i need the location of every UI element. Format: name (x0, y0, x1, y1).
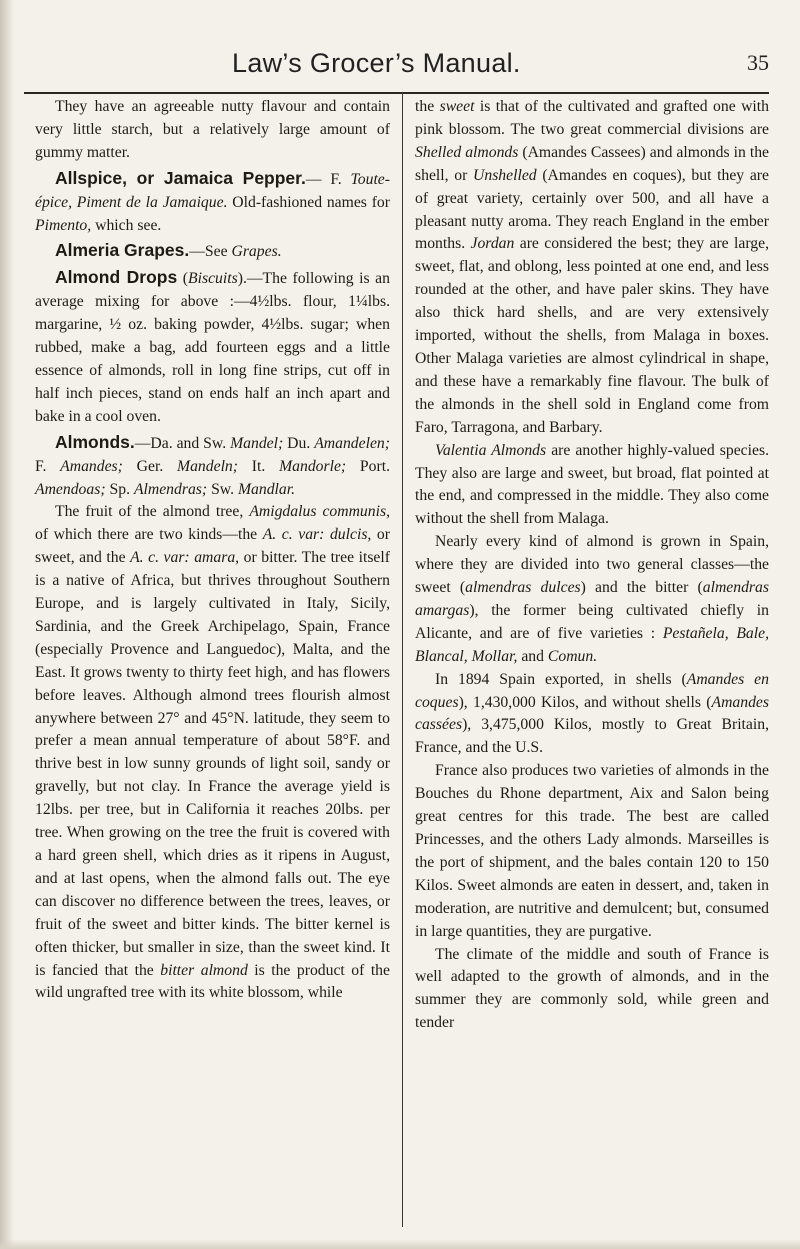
left-column (35, 96, 390, 1005)
entry-allspice: Allspice, or Jamaica Pepper.— F. Toute-épice, Piment de la Jamaique. Old-fashioned names for Pimento, which see. (35, 167, 390, 234)
paragraph-almond-fruit: The fruit of the almond tree, Amigdalus communis, of which there are two kinds—the A. c. var: dulcis, or sweet, and the A. c. var: amara, or bitter. The tree itself is a native of Africa, but thrives throughout Southern Europe, and is largely cultivated in Italy, Sicily, Sardinia, and the Greek Archipelago, Spain, France (especially Provence and Languedoc), Malta, and the East. It grows twenty to thirty feet high, and has flowers before leaves. Although almond trees flourish almost anywhere between 27° and 45°N. latitude, they seem to prefer a mean annual temperature of about 58°F. and thrive best in low sunny grounds of light soil, sandy or gravelly, but not clay. In France the average yield is 12lbs. per tree, but in California it reaches 20lbs. per tree. When growing on the tree the fruit is covered with a hard green shell, which dries as it ripens in August, and at last opens, when the almond falls out. The eye can discover no difference between the trees, leaves, or fruit of the sweet and bitter kinds. The bitter kernel is often thicker, but smaller in size, than the sweet kind. It is fancied that the bitter almond is the product of the wild ungrafted tree with its white blossom, while (35, 503, 390, 1002)
column-divider (402, 92, 403, 1227)
entry-almond-drops: Almond Drops (Biscuits).—The following is an average mixing for above :—4½lbs. flour, 1¼lbs. margarine, ½ oz. baking powder, 4½lbs. sugar; when rubbed, make a bag, add fourteen eggs and a little essence of almonds, roll in long fine strips, cut off in half inch pieces, stand on ends half an inch apart and bake in a cool oven. (35, 267, 390, 425)
entry-heading-almeria-grapes: Almeria Grapes. (55, 240, 190, 261)
right-column (415, 96, 769, 1035)
entry-almeria-grapes: Almeria Grapes.—See Grapes. (55, 240, 282, 261)
page-number: 35 (747, 50, 769, 75)
page-bottom-edge (0, 1239, 800, 1249)
entry-heading-almonds: Almonds. (55, 431, 135, 452)
header-rule (24, 92, 769, 94)
paragraph-france-varieties: France also produces two varieties of almonds in the Bouches du Rhone department, Aix and Salon being great centres for this trade. The best are called Princesses, and the others Lady almonds. Marseilles is the port of shipment, and the bales contain 120 to 150 Kilos. Sweet almonds are eaten in dessert, and, taken in moderation, are nutritive and demulcent; but, consumed in large quantities, they are purgative. (415, 762, 769, 940)
paragraph-gummy-matter: They have an agreeable nutty flavour and contain very little starch, but a relatively large amount of gummy matter. (35, 98, 390, 161)
page-gutter-shadow (0, 0, 14, 1249)
paragraph-sweet-almonds: the sweet is that of the cultivated and grafted one with pink blossom. The two great commercial divisions are Shelled almonds (Amandes Cassees) and almonds in the shell, or Unshelled (Amandes en coques), but they are of great variety, certainly over 500, and all have a pleasant nutty aroma. They reach England in the ember months. Jordan are considered the best; they are large, sweet, flat, and oblong, less pointed at one end, and less rounded at the other, and have paler skins. They have also thick hard shells, and are very extensively imported, without the shells, from Malaga in boxes. Other Malaga varieties are almost cylindrical in shape, and these have a remarkably fine flavour. The bulk of the almonds in the shell sold in England come from Faro, Tarragona, and Barbary. (415, 98, 770, 436)
paragraph-spain-classes: Nearly every kind of almond is grown in Spain, where they are divided into two general classes—the sweet (almendras dulces) and the bitter (almendras amargas), the former being cultivated chiefly in Alicante, and are of five varieties : Pestañela, Bale, Blancal, Mollar, and Comun. (415, 533, 770, 665)
entry-heading-allspice: Allspice, or Jamaica Pepper. (55, 167, 306, 188)
paragraph-france-climate: The climate of the middle and south of France is well adapted to the growth of almonds, and in the summer they are commonly sold, while green and tender (415, 945, 769, 1032)
page-header (0, 48, 800, 84)
entry-almonds: Almonds.—Da. and Sw. Mandel; Du. Amandelen; F. Amandes; Ger. Mandeln; It. Mandorle; Port. Amendoas; Sp. Almendras; Sw. Mandlar. (35, 431, 390, 498)
running-title: Law’s Grocer’s Manual. (232, 48, 521, 78)
paragraph-spain-exports: In 1894 Spain exported, in shells (Amandes en coques), 1,430,000 Kilos, and without shells (Amandes cassées), 3,475,000 Kilos, mostly to Great Britain, France, and the U.S. (415, 670, 769, 757)
paragraph-valentia-almonds: Valentia Almonds are another highly-valued species. They also are large and sweet, but broad, flat pointed at the end, and compressed in the middle. They also come without the shell from Malaga. (415, 441, 769, 528)
entry-heading-almond-drops: Almond Drops (55, 267, 178, 288)
